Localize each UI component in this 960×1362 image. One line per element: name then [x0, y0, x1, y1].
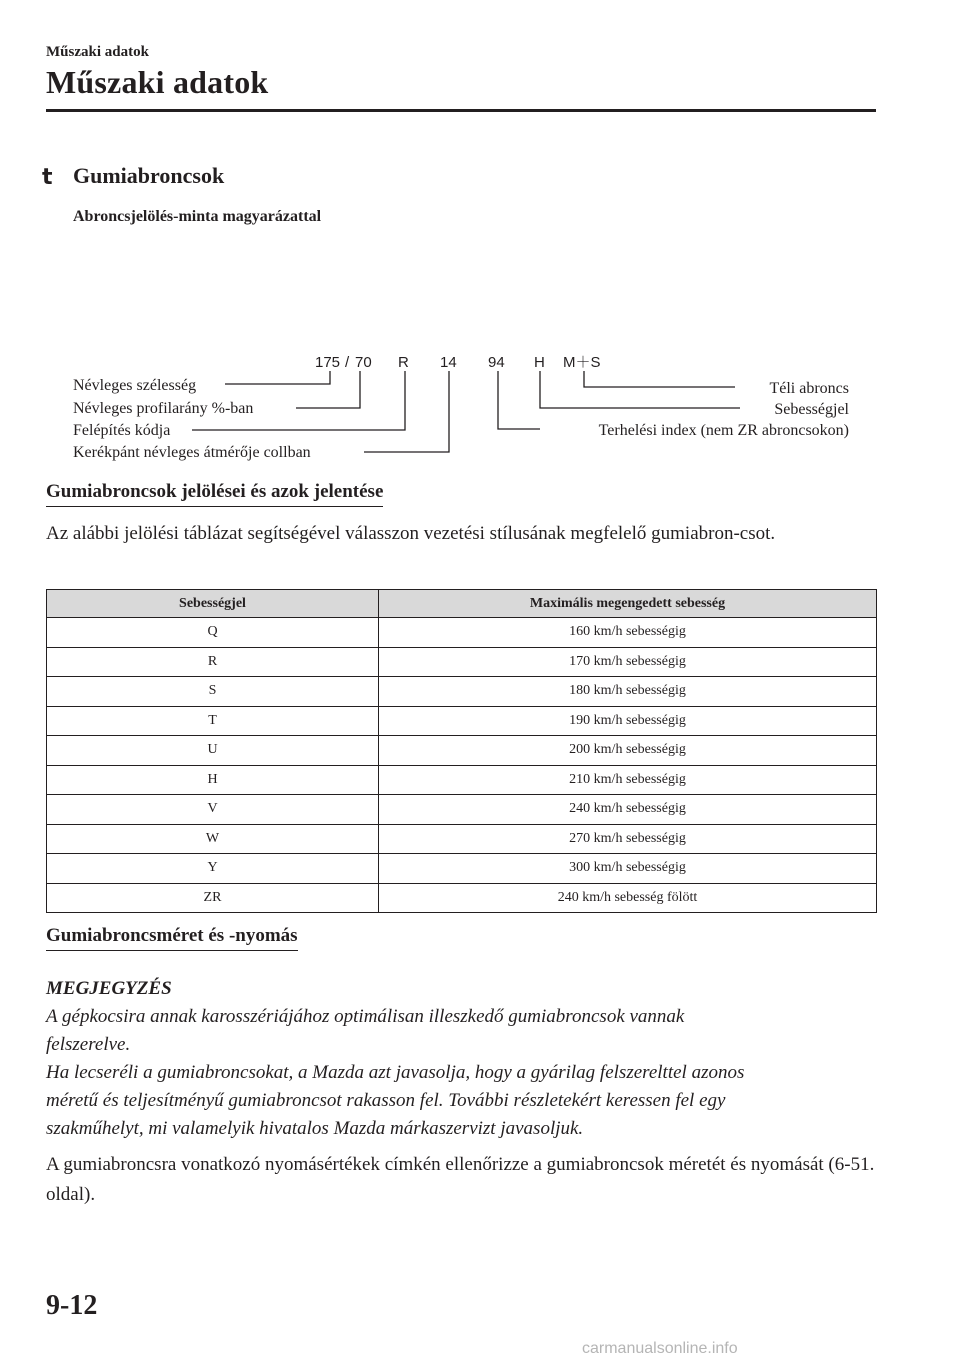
label-construction: Felépítés kódja: [73, 422, 171, 439]
max-speed-cell: 240 km/h sebesség fölött: [379, 883, 877, 913]
code-width: 175: [315, 354, 341, 371]
table-row: [47, 883, 877, 913]
label-speed: Sebességjel: [774, 401, 849, 418]
note-line: szakműhelyt, mi valamelyik hivatalos Mazda márkaszervizt javasoljuk.: [46, 1118, 584, 1139]
note-line: Ha lecseréli a gumiabroncsokat, a Mazda azt javasolja, hogy a gyárilag felszerelttel azonos: [46, 1062, 745, 1083]
speed-symbol-cell: V: [47, 795, 379, 825]
note-line: felszerelve.: [46, 1034, 131, 1055]
size-pressure-heading: Gumiabroncsméret és -nyomás: [46, 925, 298, 951]
markings-intro: Az alábbi jelölési táblázat segítségével válasszon vezetési stílusának megfelelő gumiabron-csot.: [46, 523, 776, 544]
leader-rim: [364, 371, 449, 452]
speed-symbol-cell: W: [47, 824, 379, 854]
table-row: [47, 677, 877, 707]
tire-marking-diagram: [0, 350, 960, 465]
speed-symbol-cell: T: [47, 706, 379, 736]
speed-symbol-cell: Q: [47, 618, 379, 648]
title-rule: [46, 109, 876, 112]
table-row: [47, 618, 877, 648]
label-rim: Kerékpánt névleges átmérője collban: [73, 444, 311, 461]
code-separator: /: [345, 354, 350, 371]
page-title: Műszaki adatok: [46, 64, 269, 100]
label-load: Terhelési index (nem ZR abroncsokon): [598, 422, 849, 439]
note-title: MEGJEGYZÉS: [46, 978, 172, 999]
running-head: Műszaki adatok: [46, 44, 149, 60]
leader-speed: [540, 371, 740, 408]
pressure-body-text: A gumiabroncsra vonatkozó nyomásértékek címkén ellenőrizze a gumiabroncsok méretét és nyomását (6-51. oldal).: [46, 1154, 875, 1205]
max-speed-cell: 200 km/h sebességig: [379, 736, 877, 766]
leader-load: [498, 371, 540, 429]
code-load: 94: [488, 354, 505, 371]
leader-aspect: [296, 371, 360, 408]
diagram-caption: Abroncsjelölés-minta magyarázattal: [73, 208, 322, 225]
header-max-speed: Maximális megengedett sebesség: [379, 590, 877, 618]
table-header-row: [47, 590, 877, 618]
header-speed-symbol: Sebességjel: [47, 590, 379, 618]
leader-width: [225, 371, 330, 384]
speed-symbol-cell: ZR: [47, 883, 379, 913]
speed-rating-table: [46, 589, 877, 913]
max-speed-cell: 170 km/h sebességig: [379, 647, 877, 677]
page-number: 9-12: [46, 1290, 98, 1321]
max-speed-cell: 160 km/h sebességig: [379, 618, 877, 648]
diagram-leader-lines: [192, 371, 740, 452]
label-winter: Téli abroncs: [769, 380, 849, 397]
table-row: [47, 736, 877, 766]
table-row: [47, 824, 877, 854]
max-speed-cell: 270 km/h sebességig: [379, 824, 877, 854]
note-line: méretű és teljesítményű gumiabroncsot rakasson fel. További részletekért keressen fel egy: [46, 1090, 726, 1111]
code-rim: 14: [440, 354, 457, 371]
max-speed-cell: 300 km/h sebességig: [379, 854, 877, 884]
note-line: A gépkocsira annak karosszériájához optimálisan illeszkedő gumiabroncsok vannak: [46, 1006, 685, 1027]
watermark: carmanualsonline.info: [582, 1340, 738, 1357]
table-row: [47, 795, 877, 825]
code-winter: M＋S: [563, 354, 601, 371]
label-width: Névleges szélesség: [73, 377, 197, 394]
table-row: [47, 854, 877, 884]
section-title: Gumiabroncsok: [73, 163, 225, 188]
markings-heading: Gumiabroncsok jelölései és azok jelentése: [46, 481, 383, 507]
note-block: [46, 975, 886, 1143]
section-marker: t: [42, 165, 53, 190]
leader-winter: [584, 371, 735, 387]
speed-symbol-cell: R: [47, 647, 379, 677]
speed-symbol-cell: U: [47, 736, 379, 766]
code-aspect: 70: [355, 354, 372, 371]
code-construction: R: [398, 354, 409, 371]
code-speed: H: [534, 354, 545, 371]
speed-symbol-cell: S: [47, 677, 379, 707]
table-row: [47, 647, 877, 677]
label-aspect: Névleges profilarány %-ban: [73, 400, 254, 417]
table-row: [47, 765, 877, 795]
max-speed-cell: 180 km/h sebességig: [379, 677, 877, 707]
max-speed-cell: 210 km/h sebességig: [379, 765, 877, 795]
max-speed-cell: 240 km/h sebességig: [379, 795, 877, 825]
table-row: [47, 706, 877, 736]
max-speed-cell: 190 km/h sebességig: [379, 706, 877, 736]
speed-symbol-cell: H: [47, 765, 379, 795]
speed-symbol-cell: Y: [47, 854, 379, 884]
